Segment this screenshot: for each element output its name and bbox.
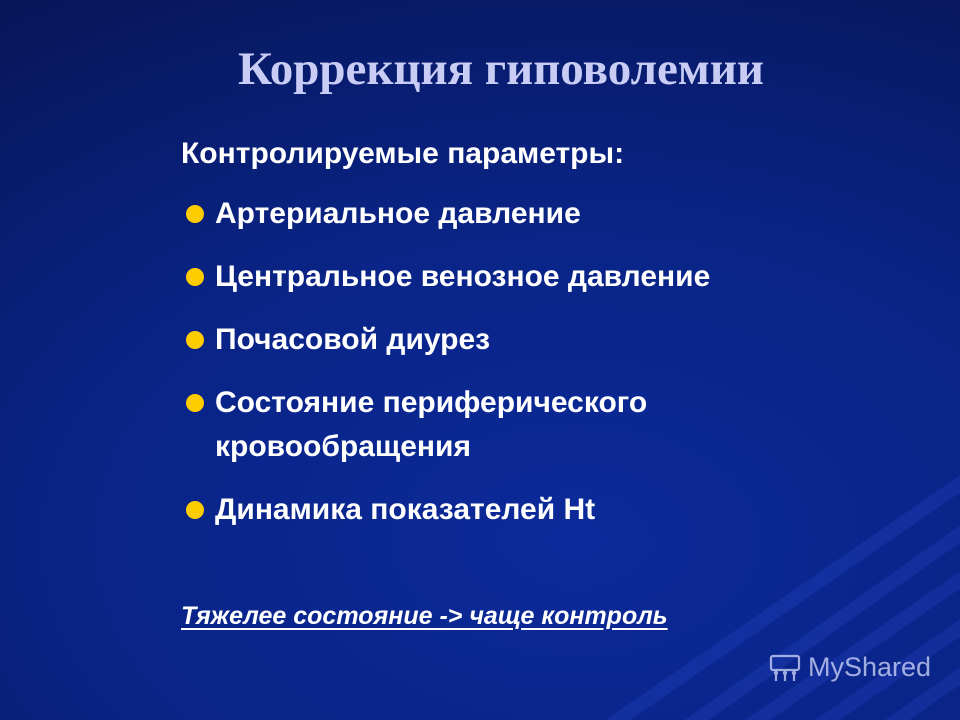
classroom-icon [768,653,802,683]
list-item-text: Почасовой диурез [215,323,491,356]
parameters-heading: Контролируемые параметры: [181,137,625,170]
bullet-icon [186,394,204,412]
list-item [181,192,941,236]
list-item [181,255,941,299]
watermark-text: MyShared [808,652,932,682]
list-item [181,318,941,362]
list-item-text: Динамика показателей Ht [215,493,596,526]
footer-note: Тяжелее состояние -> чаще контроль [181,602,668,630]
slide-title: Коррекция гиповолемии [238,43,764,95]
list-item-text: Артериальное давление [215,197,581,230]
bullet-icon [186,331,204,349]
list-item-text: Состояние периферического кровообращения [215,386,648,463]
bullet-icon [186,501,204,519]
bullet-icon [186,205,204,223]
list-item-text: Центральное венозное давление [215,260,711,293]
watermark [768,652,931,683]
list-item [181,381,941,469]
bullet-icon [186,268,204,286]
parameter-list [181,192,941,532]
content-block [181,132,941,551]
list-item [181,488,941,532]
